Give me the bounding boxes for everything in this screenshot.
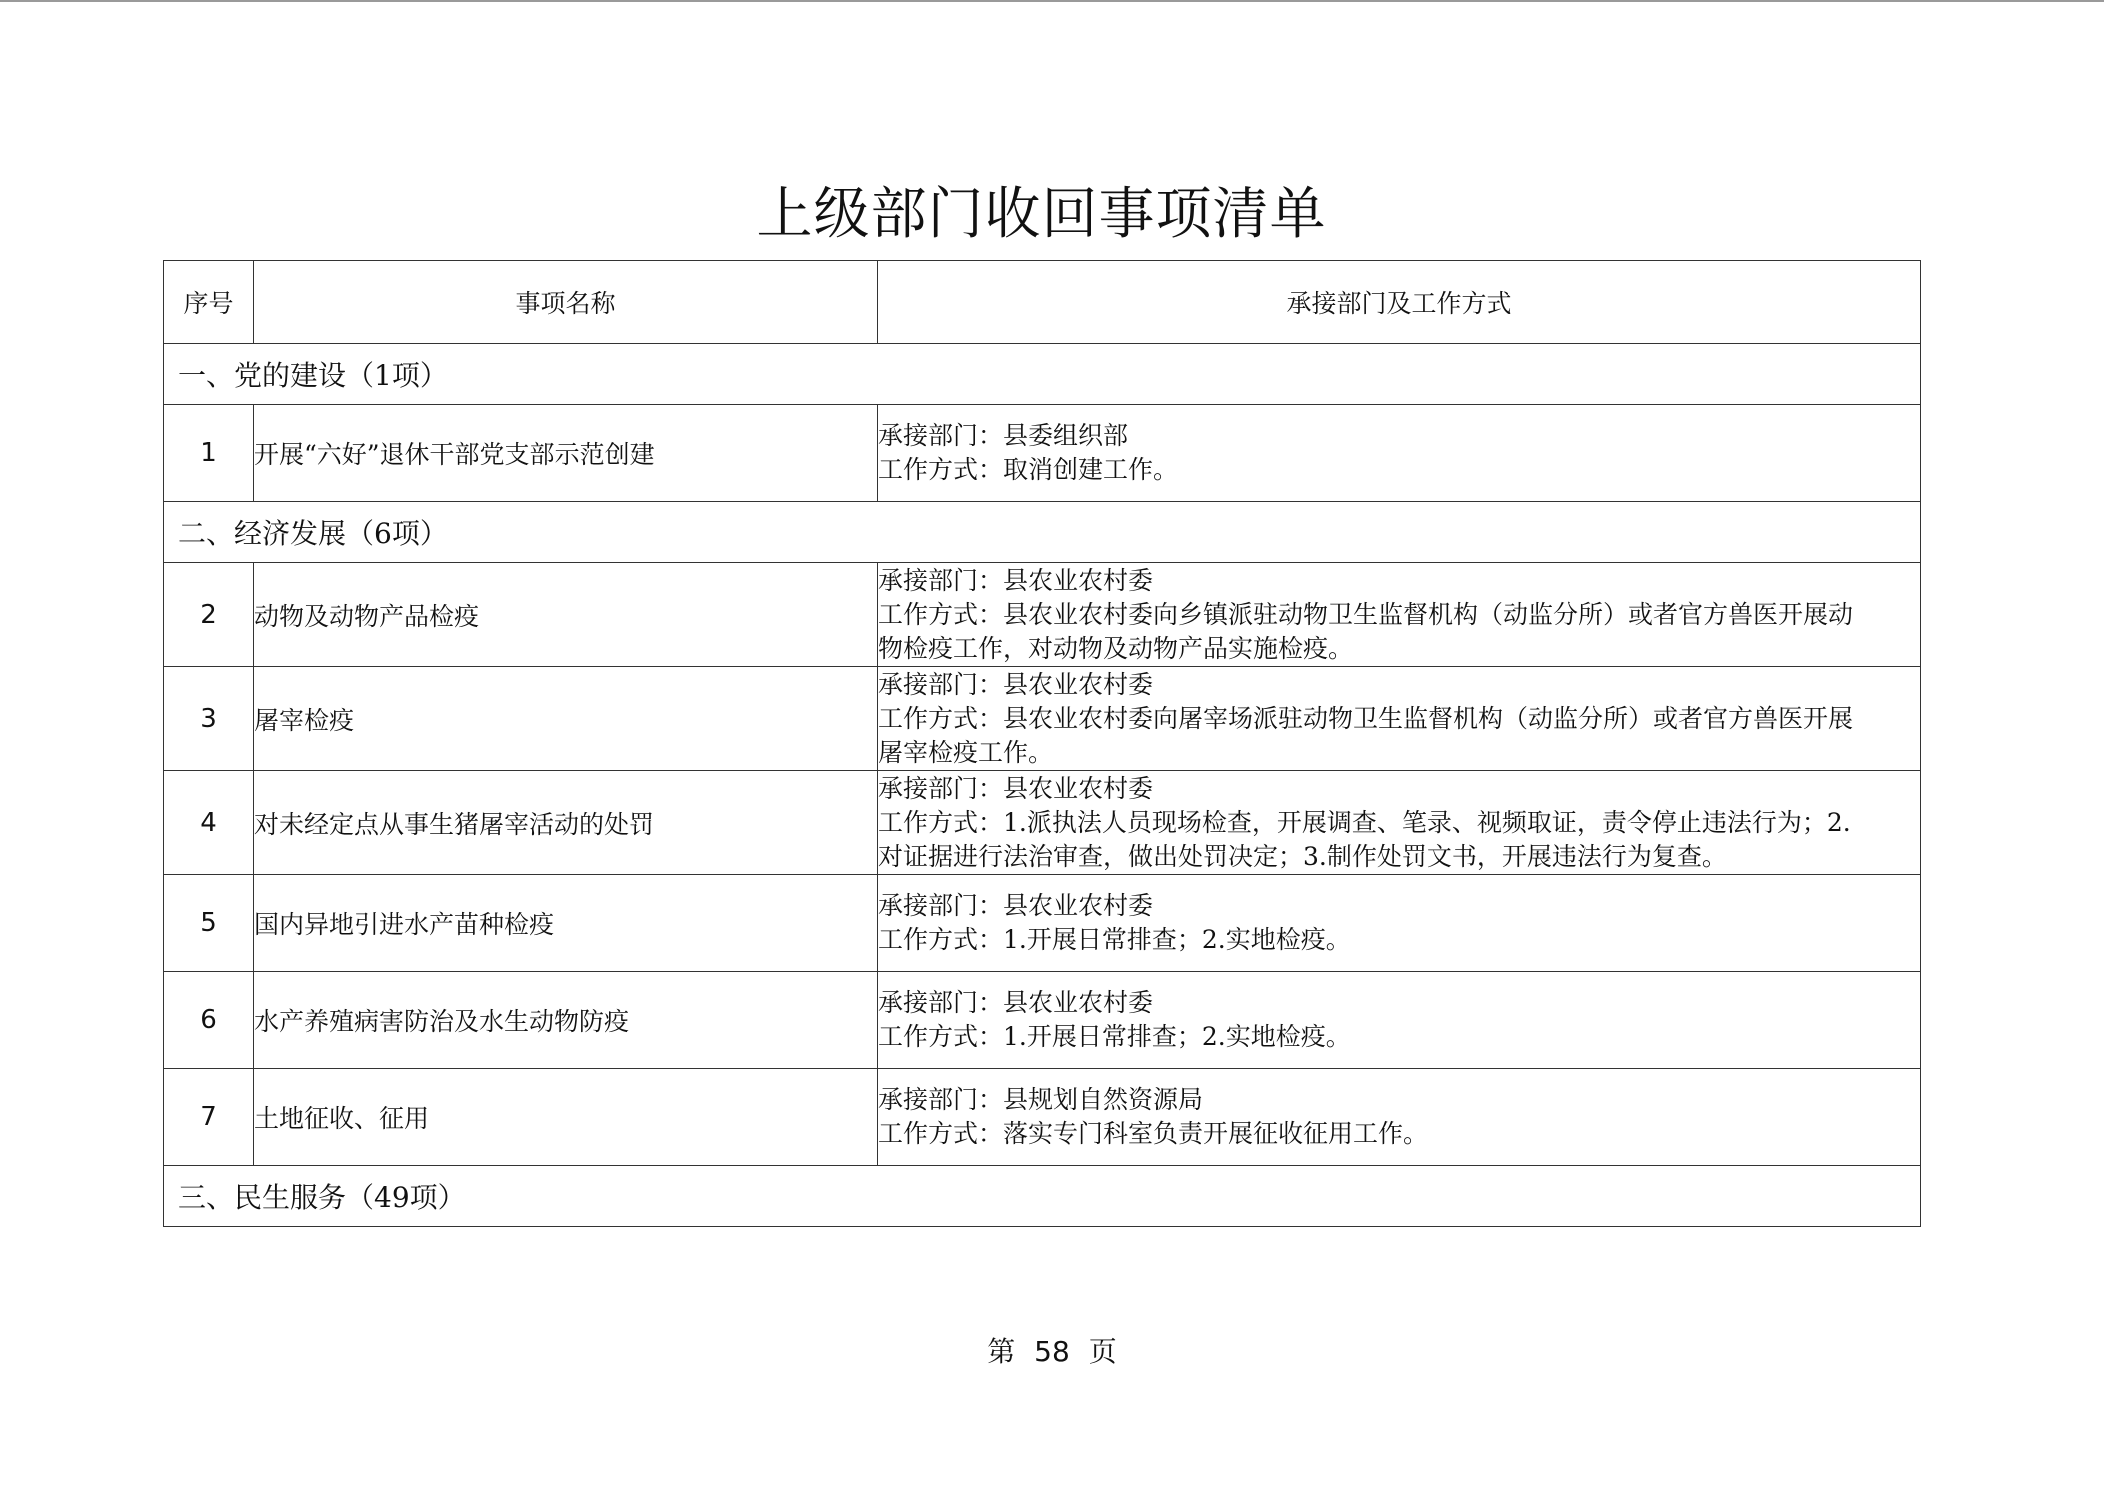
row-item-name: 开展“六好”退休干部党支部示范创建	[254, 405, 878, 502]
method-line: 工作方式：县农业农村委向屠宰场派驻动物卫生监督机构（动监分所）或者官方兽医开展	[878, 703, 1854, 733]
page-number: 58	[1034, 1335, 1070, 1368]
document-title: 上级部门收回事项清单	[756, 182, 1327, 247]
row-item-name: 水产养殖病害防治及水生动物防疫	[254, 972, 878, 1069]
row-number: 7	[164, 1069, 254, 1166]
section-heading: 一、党的建设（1项）	[164, 344, 1921, 405]
row-department-method	[878, 875, 1921, 972]
table-row	[164, 972, 1921, 1069]
department-line: 承接部门：县农业农村委	[878, 669, 1154, 699]
table-row	[164, 771, 1921, 875]
row-item-name: 动物及动物产品检疫	[254, 563, 878, 667]
header-department-method: 承接部门及工作方式	[878, 261, 1921, 344]
department-line: 承接部门：县农业农村委	[878, 565, 1154, 595]
method-line-continued: 物检疫工作，对动物及动物产品实施检疫。	[878, 633, 1354, 663]
row-item-name: 国内异地引进水产苗种检疫	[254, 875, 878, 972]
department-line: 承接部门：县农业农村委	[878, 891, 1154, 920]
row-number: 3	[164, 667, 254, 771]
row-item-name: 对未经定点从事生猪屠宰活动的处罚	[254, 771, 878, 875]
section-row-livelihood-services	[164, 1166, 1921, 1227]
row-department-method	[878, 1069, 1921, 1166]
row-number: 2	[164, 563, 254, 667]
table-row	[164, 405, 1921, 502]
footer-prefix: 第	[987, 1335, 1016, 1368]
row-number: 1	[164, 405, 254, 502]
method-line-continued: 屠宰检疫工作。	[878, 737, 1054, 767]
page-number-footer	[0, 1332, 2104, 1372]
header-serial-number: 序号	[164, 261, 254, 344]
footer-suffix: 页	[1088, 1335, 1117, 1368]
row-number: 5	[164, 875, 254, 972]
method-line: 工作方式：1.派执法人员现场检查，开展调查、笔录、视频取证，责令停止违法行为；2.	[878, 807, 1851, 837]
section-row-economic-development	[164, 502, 1921, 563]
department-line: 承接部门：县农业农村委	[878, 988, 1154, 1017]
table-row	[164, 563, 1921, 667]
header-item-name: 事项名称	[254, 261, 878, 344]
page-top-rule	[0, 0, 2104, 2]
row-department-method	[878, 563, 1921, 667]
row-number: 6	[164, 972, 254, 1069]
row-department-method	[878, 667, 1921, 771]
department-line: 承接部门：县委组织部	[878, 421, 1129, 450]
section-heading: 三、民生服务（49项）	[164, 1166, 1921, 1227]
method-line: 工作方式：县农业农村委向乡镇派驻动物卫生监督机构（动监分所）或者官方兽医开展动	[878, 599, 1854, 629]
method-line-continued: 对证据进行法治审查，做出处罚决定；3.制作处罚文书，开展违法行为复查。	[878, 841, 1727, 871]
table-row	[164, 1069, 1921, 1166]
row-item-name: 屠宰检疫	[254, 667, 878, 771]
table-row	[164, 667, 1921, 771]
method-line: 工作方式：1.开展日常排查；2.实地检疫。	[878, 1022, 1351, 1051]
department-line: 承接部门：县农业农村委	[878, 773, 1154, 803]
row-item-name: 土地征收、征用	[254, 1069, 878, 1166]
table-header-row	[164, 261, 1921, 344]
method-line: 工作方式：1.开展日常排查；2.实地检疫。	[878, 925, 1351, 954]
section-heading: 二、经济发展（6项）	[164, 502, 1921, 563]
row-department-method	[878, 405, 1921, 502]
department-line: 承接部门：县规划自然资源局	[878, 1085, 1204, 1114]
table-row	[164, 875, 1921, 972]
method-line: 工作方式：取消创建工作。	[878, 455, 1179, 484]
items-table	[163, 260, 1921, 1227]
row-department-method	[878, 771, 1921, 875]
section-row-party-building	[164, 344, 1921, 405]
method-line: 工作方式：落实专门科室负责开展征收征用工作。	[878, 1119, 1429, 1148]
row-department-method	[878, 972, 1921, 1069]
row-number: 4	[164, 771, 254, 875]
